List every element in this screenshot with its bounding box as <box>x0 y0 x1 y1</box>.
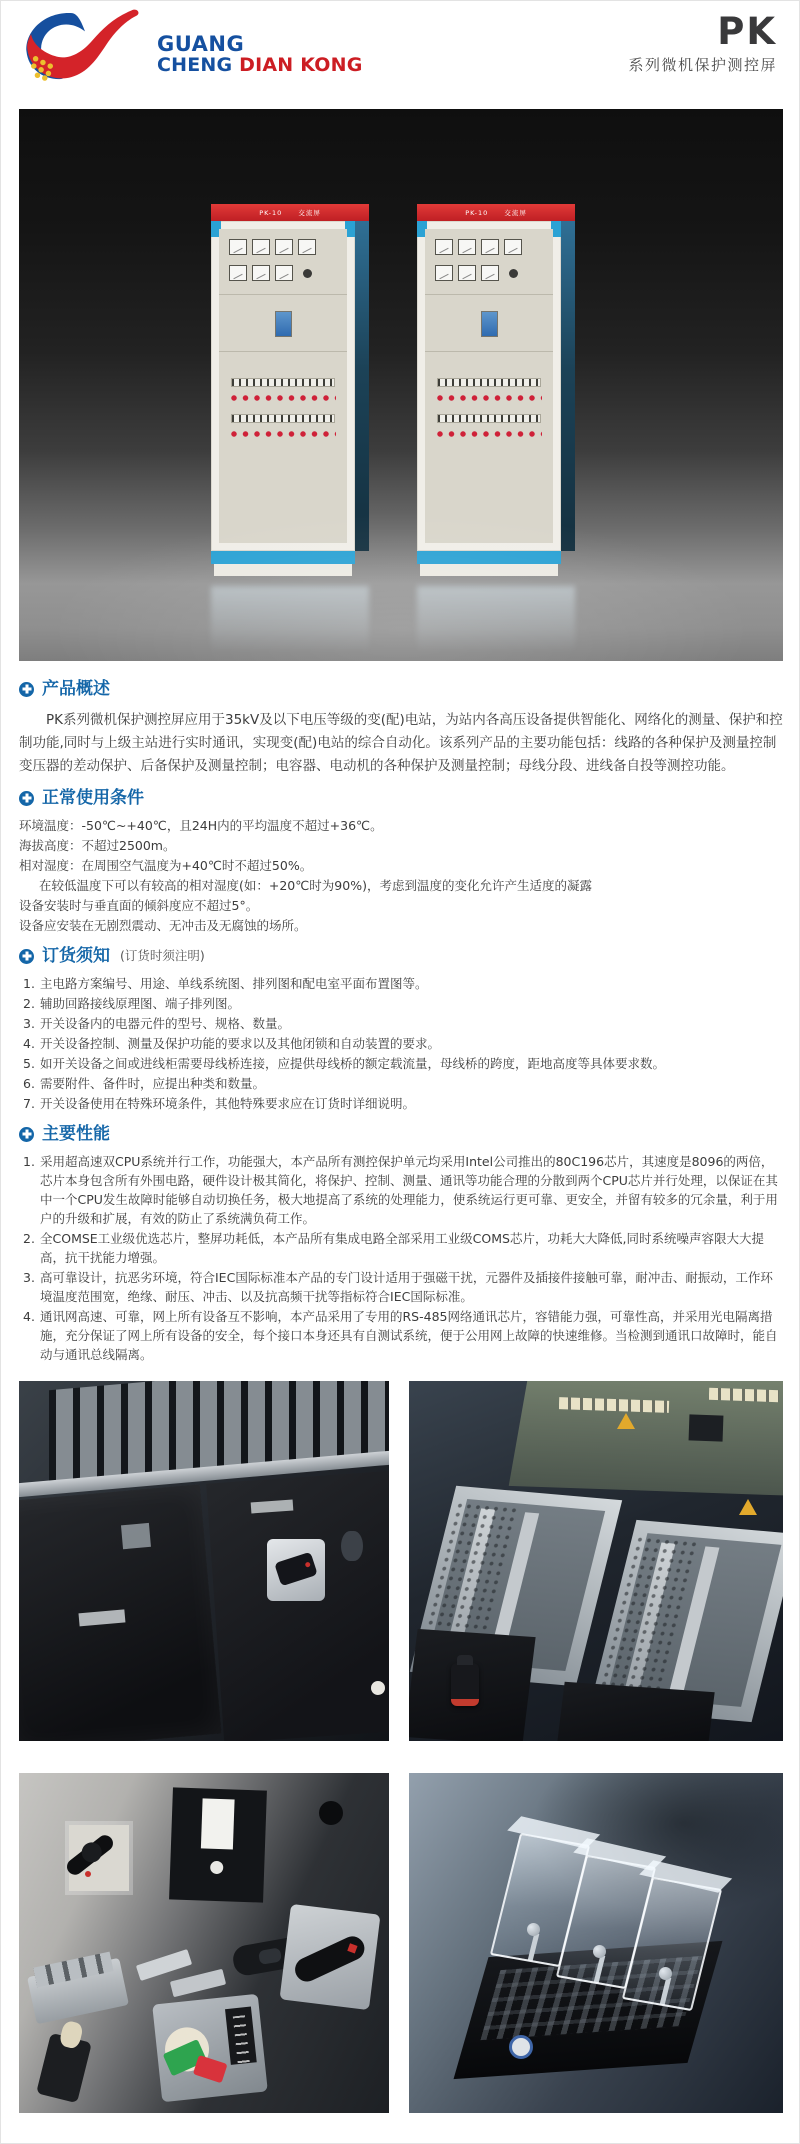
content <box>19 669 783 1365</box>
cabinet-left <box>211 204 369 586</box>
cabinet-right <box>417 204 575 586</box>
cabinet-nameplate: PK-10 交流屏 <box>417 204 575 221</box>
relay-block <box>689 1414 724 1441</box>
photo-switch-components <box>19 1773 389 2113</box>
section-overview <box>19 679 783 778</box>
metal-plate <box>170 1969 226 1998</box>
lcd-display <box>481 311 498 337</box>
switch-mechanism <box>152 1994 268 2103</box>
section-title-conditions: 正常使用条件 <box>19 788 783 808</box>
section-ordering <box>19 946 783 1114</box>
red-label <box>193 2055 228 2083</box>
warning-triangle-icon <box>739 1499 757 1515</box>
rotary-handle <box>291 1932 368 1985</box>
product-code: PK <box>717 10 777 53</box>
drawer-front-left <box>19 1484 221 1741</box>
condition-line: 设备安装时与垂直面的倾斜度应不超过5°。 <box>19 898 259 913</box>
terminal-connector <box>709 1388 779 1402</box>
performance-item: 全COMSE工业级优选芯片，整屏功耗低，本产品所有集成电路全部采用工业级COMS芯片，功耗大大降低,同时系统噪声容限大大提高，抗干扰能力增强。 <box>40 1231 764 1265</box>
page-header <box>1 1 799 97</box>
panel-hole <box>319 1801 343 1825</box>
performance-list <box>19 1152 783 1364</box>
label-strip <box>231 378 335 387</box>
meter-row <box>219 229 347 255</box>
metal-plate <box>136 1949 192 1981</box>
contact-block <box>225 2006 257 2064</box>
section-bullet-icon <box>19 682 34 697</box>
photo-drawer-units-open <box>409 1381 783 1741</box>
indicator-dot <box>85 1871 91 1877</box>
section-performance <box>19 1124 783 1364</box>
label-strip <box>231 414 335 423</box>
performance-item: 采用超高速双CPU系统并行工作，功能强大，本产品所有测控保护单元均采用Intel公司推出的80C196芯片，其速度是8096的两倍，芯片本身包含所有外围电路，硬件设计极其简化，将保护、控制、测量、通讯等功能合理的分散到两个CPU芯片并行处理，以保证在其中一个CPU发生故障时能够自动切换任务，极大地提高了系统的处理能力，使系统运行更可靠、更安全，并留有较多的冗余量，利于用户的升级和扩展，有效的防止了系统满负荷工作。 <box>40 1154 778 1226</box>
panel-window <box>169 1787 267 1902</box>
panel-cutout <box>341 1531 363 1561</box>
conditions-list <box>19 816 783 936</box>
cabinet-side <box>355 221 369 551</box>
condition-line: 海拔高度：不超过2500m。 <box>19 838 176 853</box>
brand-line1: GUANG <box>157 32 245 56</box>
meter-row <box>219 255 347 281</box>
brand-name <box>149 33 363 85</box>
ordering-item: 需要附件、备件时，应提出种类和数量。 <box>40 1076 266 1091</box>
drawer-front-right <box>206 1471 389 1741</box>
handle-plate <box>279 1904 380 2010</box>
panel-knob <box>303 269 312 278</box>
key-part <box>36 2033 92 2103</box>
cabinet-plinth <box>214 564 352 576</box>
logo-swirl-icon <box>21 7 149 85</box>
metal-bracket <box>27 1958 129 2024</box>
overview-paragraph: PK系列微机保护测控屏应用于35kV及以下电压等级的变(配)电站，为站内各高压设备提供智能化、网络化的测量、保护和控制功能,同时与上级主站进行实时通讯，实现变(配)电站的综合自动化。该系列产品的主要功能包括：线路的各种保护及测量控制变压器的差动保护、后备保护及测量控制；电容器、电动机的各种保护及测量控制；母线分段、进线备自投等测控功能。 <box>19 712 783 774</box>
section-bullet-icon <box>19 791 34 806</box>
indicator-lamps <box>230 430 336 438</box>
condition-line: 环境温度：-50℃~+40℃，且24H内的平均温度不超过+36℃。 <box>19 818 383 833</box>
section-conditions <box>19 788 783 936</box>
section-title-ordering: 订货须知 (订货时须注明) <box>19 946 783 966</box>
latch-knob <box>371 1681 385 1695</box>
ordering-list <box>19 974 783 1114</box>
cabinet-base-band <box>211 551 355 564</box>
cabinet-nameplate: PK-10 交流屏 <box>211 204 369 221</box>
cabinet-front <box>417 221 561 551</box>
ordering-item: 开关设备使用在特殊环境条件，其他特殊要求应在订货时详细说明。 <box>40 1096 416 1111</box>
section-bullet-icon <box>19 949 34 964</box>
floor-reflection <box>211 586 369 652</box>
ordering-item: 主电路方案编号、用途、单线系统图、排列图和配电室平面布置图等。 <box>40 976 428 991</box>
company-logo <box>21 7 363 85</box>
indicator-lamps <box>230 394 336 402</box>
warning-triangle-icon <box>617 1413 635 1429</box>
product-title-block <box>628 10 777 75</box>
cabinet-front <box>211 221 355 551</box>
brand-badge <box>509 2035 533 2059</box>
performance-item: 高可靠设计，抗恶劣环境，符合IEC国际标准本产品的专门设计适用于强磁干扰，元器件及插接件接触可靠，耐冲击、耐振动，工作环境温度范围宽，绝缘、耐压、冲击、以及抗高频干扰等指标符合IEC国际标准。 <box>40 1270 773 1304</box>
rotary-switch-knob <box>451 1663 479 1706</box>
ordering-item: 辅助回路接线原理图、端子排列图。 <box>40 996 241 1011</box>
section-bullet-icon <box>19 1127 34 1142</box>
photo-grid <box>19 1381 783 2113</box>
panel-meter <box>229 239 247 255</box>
drawer-front <box>557 1682 714 1741</box>
floor-reflection <box>417 586 575 652</box>
photo-terminal-block <box>409 1773 783 2113</box>
section-title-performance: 主要性能 <box>19 1124 783 1144</box>
condition-line: 设备应安装在无剧烈震动、无冲击及无腐蚀的场所。 <box>19 918 307 933</box>
performance-item: 通讯网高速、可靠，网上所有设备互不影响，本产品采用了专用的RS-485网络通讯芯片，容错能力强，可靠性高，并采用光电隔离措施，充分保证了网上所有设备的安全，每个接口本身还具有自测试系统，便于公用网上故障的快速维修。当检测到通讯口故障时，能自动与通讯总线隔离。 <box>40 1309 778 1362</box>
product-hero-image <box>19 109 783 661</box>
section-title-overview: 产品概述 <box>19 679 783 699</box>
brand-line2: CHENG DIAN KONG <box>157 54 363 76</box>
photo-drawer-units-front <box>19 1381 389 1741</box>
ordering-item: 开关设备内的电器元件的型号、规格、数量。 <box>40 1016 291 1031</box>
ordering-item: 如开关设备之间或进线柜需要母线桥连接，应提供母线桥的额定载流量，母线桥的跨度，距地高度等具体要求数。 <box>40 1056 666 1071</box>
ordering-item: 开关设备控制、测量及保护功能的要求以及其他闭锁和自动装置的要求。 <box>40 1036 441 1051</box>
condition-line: 相对湿度：在周围空气温度为+40℃时不超过50%。 <box>19 858 313 873</box>
condition-line: 在较低温度下可以有较高的相对湿度(如：+20℃时为90%)，考虑到温度的变化允许产生适度的凝露 <box>39 878 592 893</box>
product-subtitle: 系列微机保护测控屏 <box>628 56 777 74</box>
section-title-note: (订货时须注明) <box>120 948 205 963</box>
lcd-display <box>275 311 292 337</box>
cabinet-face <box>219 229 347 543</box>
